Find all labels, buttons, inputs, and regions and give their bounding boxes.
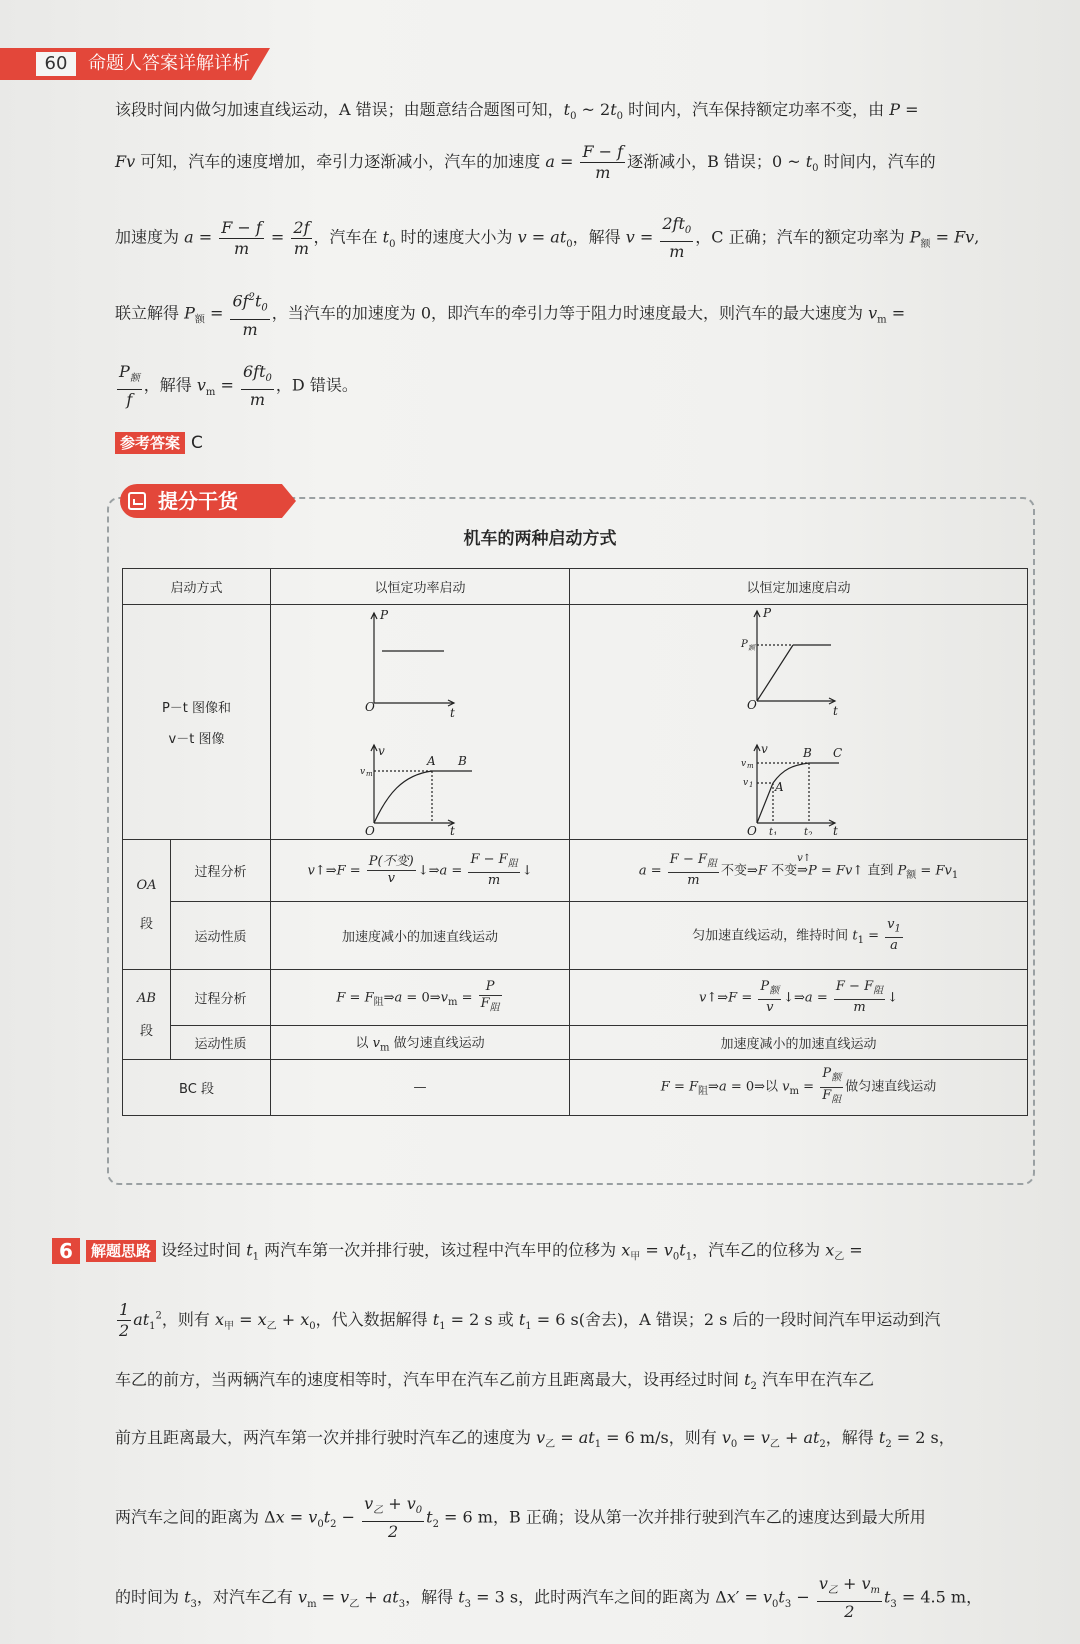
solution5-line2: Fv 可知，汽车的速度增加，牵引力逐渐减小，汽车的加速度 a = $\frac{F - f}{m}$ 逐渐减小，B 错误；0 ~ $t_0$ 时间内，汽车的 bbox=[115, 142, 936, 182]
const-power-graphs-svg bbox=[272, 605, 569, 835]
svg-text:t: t bbox=[832, 704, 838, 718]
svg-text:O: O bbox=[746, 698, 757, 712]
svg-text:v: v bbox=[740, 759, 746, 769]
svg-text:B: B bbox=[457, 754, 467, 768]
solution5-line1: 该段时间内做匀加速直线运动，A 错误；由题意结合题图可知，$t_0$ ~ $2t_0$ 时间内，汽车保持额定功率不变，由 P = bbox=[115, 100, 919, 123]
header-title: 命题人答案详解详析 bbox=[88, 53, 250, 74]
ab-process-row bbox=[123, 970, 1028, 1026]
svg-text:A: A bbox=[426, 754, 436, 768]
segment-ab-label: AB bbox=[137, 990, 156, 1006]
graph-label-line2: v－t 图像 bbox=[168, 732, 225, 747]
page-number: 60 bbox=[36, 52, 76, 76]
svg-text:1: 1 bbox=[772, 831, 777, 835]
oa-motion-power: 加速度减小的加速直线运动 bbox=[271, 902, 570, 970]
ab-process-label: 过程分析 bbox=[171, 970, 271, 1026]
answer-tag: 参考答案 bbox=[115, 432, 185, 454]
solution5-line5: $\frac{P_额}{f}$ ，解得 $v_m$ = $\frac{6ft_0}{m}$ ，D 错误。 bbox=[119, 362, 358, 410]
ab-motion-acc: 加速度减小的加速直线运动 bbox=[570, 1026, 1028, 1060]
oa-process-row bbox=[123, 840, 1028, 902]
question-number: 6 bbox=[52, 1238, 80, 1264]
header-const-acc: 以恒定加速度启动 bbox=[570, 569, 1028, 605]
const-acc-graphs bbox=[570, 605, 1028, 840]
segment-oa-label: OA bbox=[136, 877, 157, 893]
svg-text:额: 额 bbox=[747, 644, 755, 652]
oa-motion-acc: 匀加速直线运动，维持时间 $t_1$ = $\frac{v_1}{a}$ bbox=[570, 902, 1028, 970]
startup-table bbox=[122, 568, 1028, 1116]
ab-motion-label: 运动性质 bbox=[171, 1026, 271, 1060]
table-header-row bbox=[123, 569, 1028, 605]
svg-text:v: v bbox=[359, 767, 365, 777]
oa-motion-row bbox=[123, 902, 1028, 970]
svg-text:v: v bbox=[742, 778, 748, 788]
graph-label-line1: P－t 图像和 bbox=[161, 701, 232, 716]
bc-acc: $F = F_阻\Rightarrow a$ = 0⇒以 $v_m$ = $\frac{P_额}{F_阻}$ 做匀速直线运动 bbox=[570, 1060, 1028, 1116]
graph-row bbox=[123, 605, 1028, 840]
svg-text:1: 1 bbox=[748, 781, 753, 789]
checkbox-icon bbox=[128, 492, 146, 510]
ab-motion-row bbox=[123, 1026, 1028, 1060]
svg-text:t: t bbox=[803, 827, 808, 835]
svg-text:t: t bbox=[832, 824, 838, 835]
svg-text:C: C bbox=[832, 746, 842, 760]
svg-text:P: P bbox=[762, 606, 771, 620]
graph-label bbox=[123, 605, 271, 840]
table-title: 机车的两种启动方式 bbox=[463, 529, 617, 549]
svg-text:t: t bbox=[768, 827, 773, 835]
const-power-graphs bbox=[271, 605, 570, 840]
solution6-line5: 两汽车之间的距离为 $\Delta x = v_0t_2$ − $\frac{v_乙 + v_0}{2}$ $t_2 = 6$ m，B 正确；设从第一次并排行驶到汽车乙的速度达到最大所用 bbox=[115, 1494, 926, 1542]
solution5-line4: 联立解得 $P_额$ = $\frac{6f^2t_0}{m}$ ，当汽车的加速度为 0，即汽车的牵引力等于阻力时速度最大，则汽车的最大速度为 $v_m$ = bbox=[115, 288, 1040, 340]
oa-process-power: v↑⇒F = $\frac{\text{P(不变)}}{v}$ ↓⇒a = $\frac{F - F_阻}{m}$ ↓ bbox=[271, 840, 570, 902]
ab-process-acc: v↑⇒F = $\frac{P_额}{v}$ ↓⇒a = $\frac{F - F_阻}{m}$ ↓ bbox=[570, 970, 1028, 1026]
solution6-line2: $\frac{1}{2}$ $at_1^2$，则有 $x_甲 = x_乙 + x_0$，代入数据解得 $t_1 = 2$ s 或 $t_1 = 6$ s(舍去)，A 错误；2 s 后的一段时间汽车甲运动到汽 bbox=[119, 1300, 941, 1340]
segment-oa bbox=[123, 840, 171, 970]
svg-text:O: O bbox=[746, 824, 757, 835]
svg-text:P: P bbox=[740, 639, 748, 650]
answer-line bbox=[115, 432, 1040, 454]
segment-bc: BC 段 bbox=[123, 1060, 271, 1116]
solution6-line3: 车乙的前方，当两辆汽车的速度相等时，汽车甲在汽车乙前方且距离最大，设再经过时间 $t_2$ 汽车甲在汽车乙 bbox=[115, 1370, 875, 1393]
segment-ab bbox=[123, 970, 171, 1060]
ab-process-power: $F = F_阻\Rightarrow a$ = $0\Rightarrow v_m$ = $\frac{P}{F_阻}$ bbox=[271, 970, 570, 1026]
svg-text:P: P bbox=[379, 608, 388, 622]
svg-text:t: t bbox=[449, 706, 455, 720]
answer-value: C bbox=[191, 433, 203, 453]
solution6-line6: 的时间为 $t_3$，对汽车乙有 $v_m = v_乙 + at_3$，解得 $t_3 = 3$ s，此时两汽车之间的距离为 $\Delta x' = v_0t_3$ − $\frac{v_乙 + v_m}{2}$ $t_3 = 4.5$ m， bbox=[115, 1574, 983, 1622]
oa-process-label: 过程分析 bbox=[171, 840, 271, 902]
oa-process-acc: a = $\frac{F - F_阻}{m}$ 不变⇒F 不变 v↑ ⇒P = Fv↑ 直到 $P_额 = Fv_1$ bbox=[570, 840, 1028, 902]
bc-power: — bbox=[271, 1060, 570, 1116]
bc-row bbox=[123, 1060, 1028, 1116]
solution6-tag: 解题思路 bbox=[86, 1240, 156, 1262]
svg-text:O: O bbox=[364, 824, 375, 835]
tip-label: 提分干货 bbox=[158, 489, 238, 513]
segment-oa-suffix: 段 bbox=[139, 916, 153, 932]
solution6-line1: 6 解题思路 设经过时间 $t_1$ 两汽车第一次并排行驶，该过程中汽车甲的位移为 $x_甲 = v_0t_1$，汽车乙的位移为 $x_乙$ = bbox=[52, 1238, 1040, 1268]
svg-text:t: t bbox=[449, 824, 455, 835]
const-acc-graphs-svg bbox=[571, 605, 1027, 835]
oa-motion-label: 运动性质 bbox=[171, 902, 271, 970]
svg-text:m: m bbox=[746, 762, 754, 770]
svg-text:B: B bbox=[802, 746, 812, 760]
svg-text:v: v bbox=[760, 742, 768, 756]
solution6-line4: 前方且距离最大，两汽车第一次并排行驶时汽车乙的速度为 $v_乙 = at_1 = 6$ m/s，则有 $v_0 = v_乙 + at_2$，解得 $t_2 = 2$ s， bbox=[115, 1428, 955, 1451]
svg-text:v: v bbox=[377, 744, 385, 758]
header-mode: 启动方式 bbox=[123, 569, 271, 605]
solution5-line3: 加速度为 a = $\frac{F - f}{m}$ = $\frac{2f}{m}$ ，汽车在 $t_0$ 时的速度大小为 $v = at_0$，解得 v = $\frac{2ft_0}{m}$ ，C 正确；汽车的额定功率为 $P_额 = Fv$, bbox=[115, 214, 980, 262]
segment-ab-suffix: 段 bbox=[139, 1023, 153, 1039]
svg-text:m: m bbox=[365, 770, 373, 778]
svg-text:2: 2 bbox=[807, 831, 812, 835]
header-const-power: 以恒定功率启动 bbox=[271, 569, 570, 605]
ab-motion-power: 以 $v_m$ 做匀速直线运动 bbox=[271, 1026, 570, 1060]
svg-text:O: O bbox=[364, 700, 375, 714]
svg-text:A: A bbox=[774, 780, 784, 794]
